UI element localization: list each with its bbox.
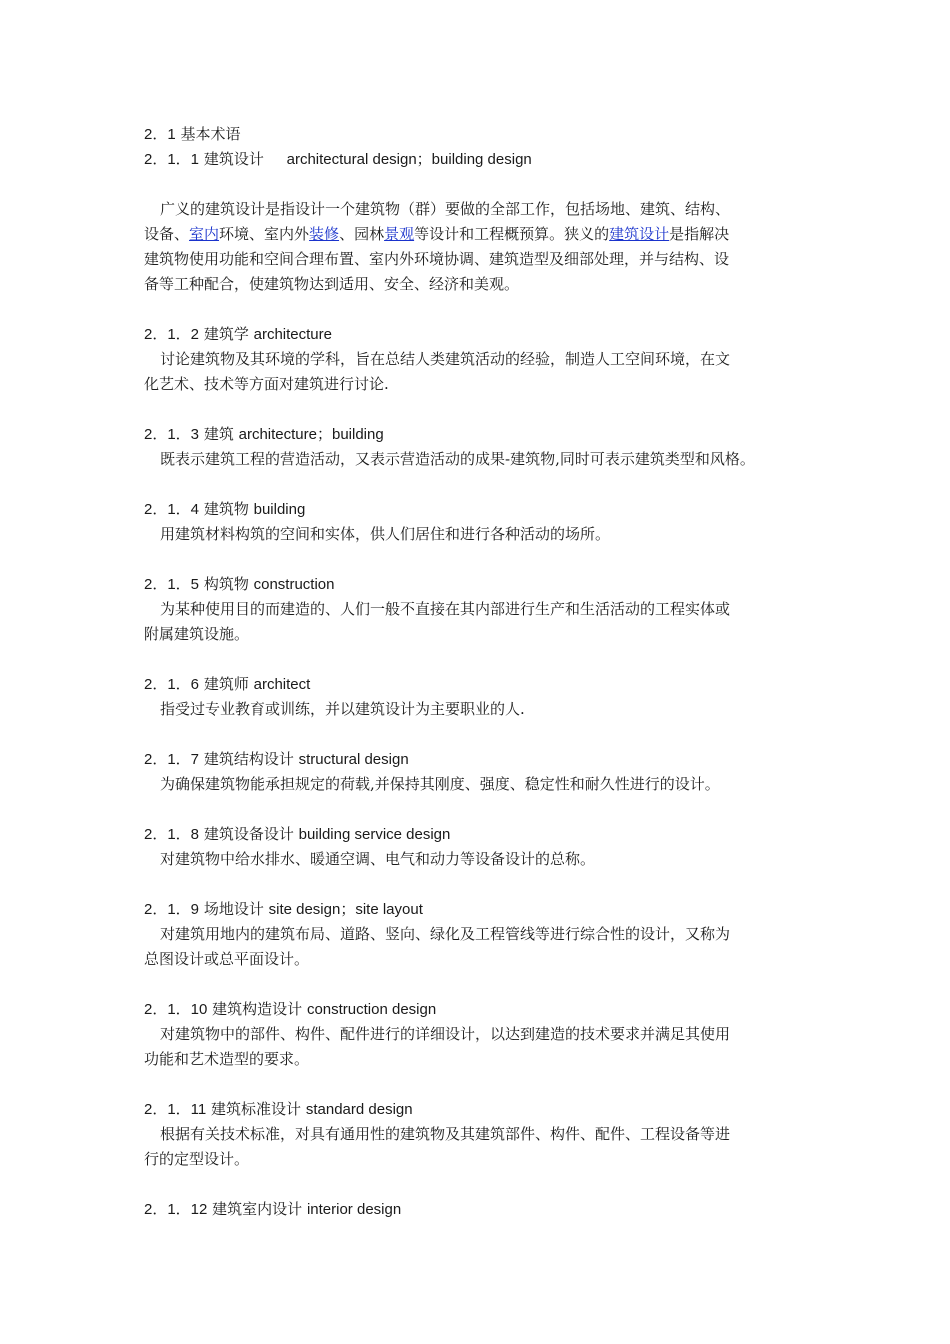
definition-line: 对建筑物中给水排水、暖通空调、电气和动力等设备设计的总称。 xyxy=(160,850,596,868)
term-cn: 建筑结构设计 xyxy=(203,750,294,768)
term-en: architectural design；building design xyxy=(286,151,532,168)
term-number: 2．1．9 xyxy=(144,901,200,918)
term-number: 2．1．5 xyxy=(144,576,200,593)
term-definition xyxy=(144,1022,824,1072)
term-heading xyxy=(144,1197,824,1222)
definition-line: 对建筑物中的部件、构件、配件进行的详细设计，以达到建造的技术要求并满足其使用 xyxy=(160,1025,731,1043)
term-number: 2．1．10 xyxy=(144,1001,208,1018)
term-number: 2．1．4 xyxy=(144,501,200,518)
term-definition xyxy=(144,597,824,647)
term-heading xyxy=(144,997,824,1022)
term-number: 2．1．12 xyxy=(144,1201,208,1218)
term-cn: 构筑物 xyxy=(203,575,249,593)
term-en: building xyxy=(253,501,306,518)
term-number: 2．1．1 xyxy=(144,151,200,168)
definition-line: 讨论建筑物及其环境的学科，旨在总结人类建筑活动的经验，制造人工空间环境，在文 xyxy=(160,350,731,368)
term-definition xyxy=(144,197,824,297)
term-heading xyxy=(144,672,824,697)
link-decoration[interactable]: 装修 xyxy=(309,225,340,243)
term-cn: 场地设计 xyxy=(203,900,264,918)
definition-line: 为确保建筑物能承担规定的荷载,并保持其刚度、强度、稳定性和耐久性进行的设计。 xyxy=(160,775,720,793)
definition-line: 功能和艺术造型的要求。 xyxy=(144,1050,310,1068)
term-number: 2．1．2 xyxy=(144,326,200,343)
definition-line: 附属建筑设施。 xyxy=(144,625,250,643)
definition-line: 根据有关技术标准，对具有通用性的建筑物及其建筑部件、构件、配件、工程设备等进 xyxy=(160,1125,731,1143)
definition-line: 指受过专业教育或训练，并以建筑设计为主要职业的人. xyxy=(160,700,525,718)
term-heading xyxy=(144,822,824,847)
term-en: structural design xyxy=(298,751,409,768)
section-number: 2．1 xyxy=(144,126,176,143)
term-definition xyxy=(144,447,824,472)
term-heading xyxy=(144,147,824,172)
term-definition xyxy=(144,772,824,797)
term-en: standard design xyxy=(305,1101,413,1118)
term-cn: 建筑师 xyxy=(203,675,249,693)
term-definition xyxy=(144,1122,824,1172)
term-heading xyxy=(144,572,824,597)
document-page xyxy=(144,122,824,1222)
term-cn: 建筑 xyxy=(203,425,234,443)
term-en: site design；site layout xyxy=(268,901,423,918)
link-landscape[interactable]: 景观 xyxy=(384,225,415,243)
term-heading xyxy=(144,497,824,522)
term-en: architect xyxy=(253,676,311,693)
term-cn: 建筑室内设计 xyxy=(212,1200,303,1218)
term-en: architecture；building xyxy=(238,426,384,443)
term-heading xyxy=(144,422,824,447)
link-interior[interactable]: 室内 xyxy=(189,225,220,243)
term-en: construction design xyxy=(306,1001,437,1018)
term-heading xyxy=(144,747,824,772)
term-definition xyxy=(144,347,824,397)
term-number: 2．1．6 xyxy=(144,676,200,693)
definition-line: 对建筑用地内的建筑布局、道路、竖向、绿化及工程管线等进行综合性的设计，又称为 xyxy=(160,925,731,943)
term-cn: 建筑设计 xyxy=(203,150,264,168)
link-architectural-design[interactable]: 建筑设计 xyxy=(609,225,670,243)
definition-line: 化艺术、技术等方面对建筑进行讨论. xyxy=(144,375,389,393)
term-en: building service design xyxy=(298,826,451,843)
definition-line: 总图设计或总平面设计。 xyxy=(144,950,310,968)
definition-line: 用建筑材料构筑的空间和实体，供人们居住和进行各种活动的场所。 xyxy=(160,525,611,543)
term-definition xyxy=(144,922,824,972)
definition-line: 既表示建筑工程的营造活动，又表示营造活动的成果-建筑物,同时可表示建筑类型和风格。 xyxy=(160,450,755,468)
definition-line: 建筑物使用功能和空间合理布置、室内外环境协调、建筑造型及细部处理，并与结构、设 xyxy=(144,250,730,268)
term-cn: 建筑学 xyxy=(203,325,249,343)
term-number: 2．1．11 xyxy=(144,1101,207,1118)
term-definition xyxy=(144,697,824,722)
definition-line: 为某种使用目的而建造的、人们一般不直接在其内部进行生产和生活活动的工程实体或 xyxy=(160,600,731,618)
term-cn: 建筑构造设计 xyxy=(212,1000,303,1018)
term-number: 2．1．7 xyxy=(144,751,200,768)
term-en: construction xyxy=(253,576,335,593)
term-en: architecture xyxy=(253,326,332,343)
term-heading xyxy=(144,322,824,347)
term-en: interior design xyxy=(306,1201,402,1218)
term-definition xyxy=(144,522,824,547)
definition-line-with-links: 设备、室内环境、室内外装修、园林景观等设计和工程概预算。狭义的建筑设计是指解决 xyxy=(144,225,730,243)
section-title: 基本术语 xyxy=(180,125,241,143)
definition-line: 行的定型设计。 xyxy=(144,1150,250,1168)
term-cn: 建筑设备设计 xyxy=(203,825,294,843)
term-definition xyxy=(144,847,824,872)
term-heading xyxy=(144,1097,824,1122)
term-number: 2．1．3 xyxy=(144,426,200,443)
section-heading xyxy=(144,122,824,147)
term-number: 2．1．8 xyxy=(144,826,200,843)
term-heading xyxy=(144,897,824,922)
term-cn: 建筑标准设计 xyxy=(211,1100,302,1118)
term-cn: 建筑物 xyxy=(203,500,249,518)
definition-line: 备等工种配合，使建筑物达到适用、安全、经济和美观。 xyxy=(144,275,520,293)
definition-line: 广义的建筑设计是指设计一个建筑物（群）要做的全部工作，包括场地、建筑、结构、 xyxy=(160,200,731,218)
